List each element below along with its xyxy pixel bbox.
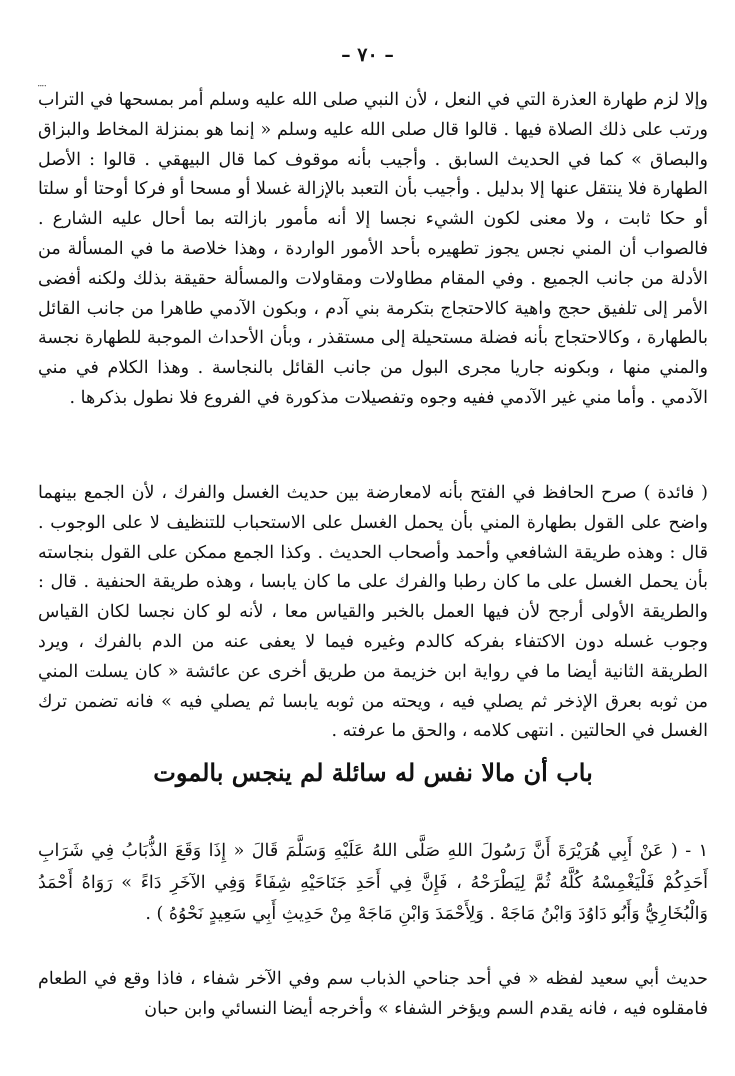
commentary-text-2: ( فائدة ) صرح الحافظ في الفتح بأنه لامعارضة بين حديث الغسل والفرك ، لأن الجمع بينهما واضح على القول بطهارة المني بأن يحمل الغسل على الاستحباب للتنظيف لا على الوجوب . قال : وهذه طريقة الشافعي وأحمد وأصحاب الحديث . وكذا الجمع ممكن على القول بنجاسته بأن يحمل الغسل على ما كان رطبا والفرك على ما كان يابسا ، وهذه طريقة الحنفية . قال : والطريقة الأولى أرجح لأن فيها العمل بالخبر والقياس معا ، لأنه لو كان نجسا لكان القياس وجوب غسله دون الاكتفاء بفركه كالدم وغيره فيما لا يعفى عنه من الدم بالفرك ، ويرد الطريقة الثانية أيضا ما في رواية ابن خزيمة من طريق أخرى عن عائشة « كان يسلت المني من ثوبه بعرق الإذخر ثم يصلي فيه ، ويحته من ثوبه يابسا ثم يصلي فيه » فانه تضمن ترك الغسل في الحالتين . انتهى كلامه ، والحق ما عرفته . (38, 483, 708, 742)
page-number: – ٧٠ – (341, 44, 394, 66)
commentary-paragraph-3 (38, 965, 708, 1025)
hadith-text: ١ - ( عَنْ أَبِي هُرَيْرَةَ أَنَّ رَسُولَ اللهِ صَلَّى اللهُ عَلَيْهِ وَسَلَّمَ قَالَ « إِذَا وَقَعَ الذُّبَابُ فِي شَرَابِ أَحَدِكُمْ فَلْيَغْمِسْهُ كُلَّهُ ثُمَّ لِيَطْرَحْهُ ، فَإِنَّ فِي أَحَدِ جَنَاحَيْهِ شِفَاءً وَفِي الآخَرِ دَاءً » رَوَاهُ أَحْمَدُ وَالْبُخَارِيُّ وَأَبُو دَاوُدَ وَابْنُ مَاجَهْ . وَلِأَحْمَدَ وَابْنِ مَاجَهْ مِنْ حَدِيثِ أَبِي سَعِيدٍ نَحْوُهُ ) . (38, 841, 708, 924)
commentary-paragraph-1 (38, 86, 708, 414)
chapter-heading: باب أن مالا نفس له سائلة لم ينجس بالموت (153, 758, 593, 787)
commentary-text-1: وإلا لزم طهارة العذرة التي في النعل ، لأن النبي صلى الله عليه وسلم أمر بمسحها في التراب ورتب على ذلك الصلاة فيها . قالوا قال صلى الله عليه وسلم « إنما هو بمنزلة المخاط والبزاق والبصاق » كما في الحديث السابق . وأجيب بأنه موقوف كما قال البيهقي . قالوا : الأصل الطهارة فلا ينتقل عنها إلا بدليل . وأجيب بأن التعبد بالإزالة غسلا أو مسحا أو فركا أوحتا أو سلتا أو حكا ثابت ، ولا معنى لكون الشيء نجسا إلا أنه مأمور بازالته بما أحال عليه الشارع . فالصواب أن المني نجس يجوز تطهيره بأحد الأمور الواردة ، وهذا خلاصة ما في المسألة من الأدلة من جانب الجميع . وفي المقام مطاولات ومقاولات والمسألة حقيقة بذلك ولكنه أفضى الأمر إلى تلفيق حجج واهية كالاحتجاج بتكرمة بني آدم ، وبكون الآدمي طاهرا من جانب القائل بالطهارة ، وكالاحتجاج بأنه فضلة مستحيلة إلى مستقذر ، وبأن الأحداث الموجبة للطهارة نجسة والمني منها ، وبكونه جاريا مجرى البول من جانب القائل بالنجاسة . وهذا الكلام في مني الآدمي . وأما مني غير الآدمي ففيه وجوه وتفصيلات مذكورة في الفروع فلا نطول بذكرها . (38, 90, 708, 408)
margin-mark: ⁞ (35, 84, 49, 88)
benefit-note-paragraph (38, 479, 708, 747)
hadith-paragraph (38, 836, 708, 931)
commentary-text-3: حديث أبي سعيد لفظه « في أحد جناحي الذباب سم وفي الآخر شفاء ، فاذا وقع في الطعام فامقلوه فيه ، فانه يقدم السم ويؤخر الشفاء » وأخرجه أيضا النسائي وابن حبان (38, 969, 708, 1019)
